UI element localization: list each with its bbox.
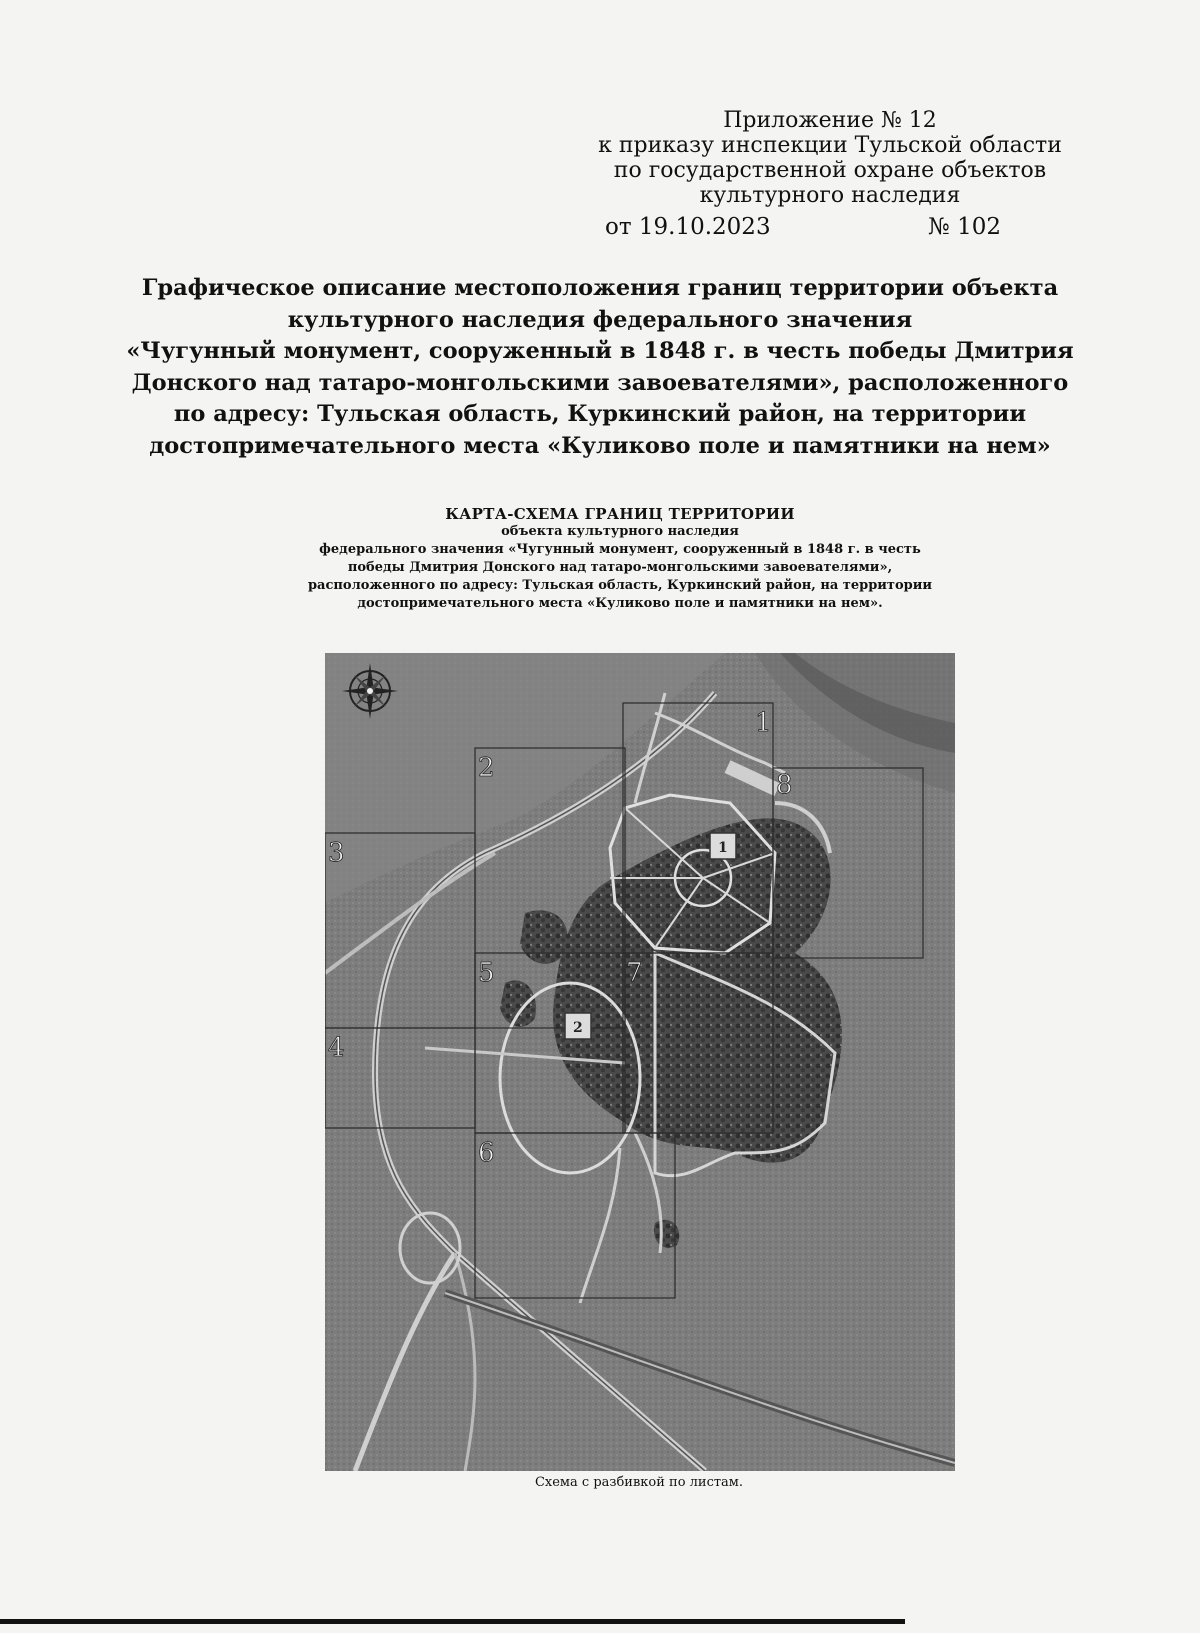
map-caption: Схема с разбивкой по листам. [534, 1475, 744, 1490]
appendix-order-line: к приказу инспекции Тульской области [598, 133, 1062, 158]
object-marker-label: 1 [718, 840, 728, 856]
appendix-header [560, 108, 1100, 208]
appendix-order-line: культурного наследия [699, 183, 961, 208]
map-heading [260, 505, 980, 613]
title-line: достопримечательного места «Куликово поле и памятники на нем» [149, 432, 1051, 459]
appendix-number: Приложение № 12 [723, 108, 937, 133]
map-heading-line: расположенного по адресу: Тульская область, Куркинский район, на территории [307, 578, 933, 593]
title-line: по адресу: Тульская область, Куркинский район, на территории [173, 401, 1027, 427]
order-date: от 19.10.2023 [605, 214, 771, 240]
map-heading-title: КАРТА-СХЕМА ГРАНИЦ ТЕРРИТОРИИ [445, 505, 795, 523]
sheet-label: 6 [478, 1138, 495, 1168]
document-title [120, 273, 1080, 462]
map-heading-line: победы Дмитрия Донского над татаро-монгольскими завоевателями», [347, 560, 893, 575]
sheet-label: 8 [776, 770, 793, 800]
object-marker-1 [710, 833, 736, 859]
sheet-label: 2 [478, 753, 495, 783]
title-line: Донского над татаро-монгольскими завоевателями», расположенного [131, 369, 1069, 396]
sheet-label: 3 [328, 838, 345, 868]
sheet-label: 7 [626, 958, 643, 988]
title-line: «Чугунный монумент, сооруженный в 1848 г. в честь победы Дмитрия [126, 338, 1074, 364]
order-number: № 102 [928, 214, 1001, 240]
appendix-order-line: по государственной охране объектов [613, 158, 1047, 183]
aerial-map [325, 653, 955, 1471]
sheet-label: 5 [478, 958, 495, 988]
map-heading-line: объекта культурного наследия [501, 524, 739, 539]
map-scheme [325, 653, 955, 1471]
map-heading-line: федерального значения «Чугунный монумент, сооруженный в 1848 г. в честь [319, 542, 921, 557]
sheet-label: 4 [328, 1033, 345, 1063]
title-line: культурного наследия федерального значения [287, 306, 913, 333]
scan-edge-bar [0, 1619, 905, 1624]
object-marker-2 [565, 1013, 591, 1039]
map-heading-line: достопримечательного места «Куликово поле и памятники на нем». [357, 596, 883, 611]
title-line: Графическое описание местоположения границ территории объекта [141, 275, 1059, 301]
sheet-label: 1 [755, 708, 772, 738]
object-marker-label: 2 [573, 1020, 583, 1036]
